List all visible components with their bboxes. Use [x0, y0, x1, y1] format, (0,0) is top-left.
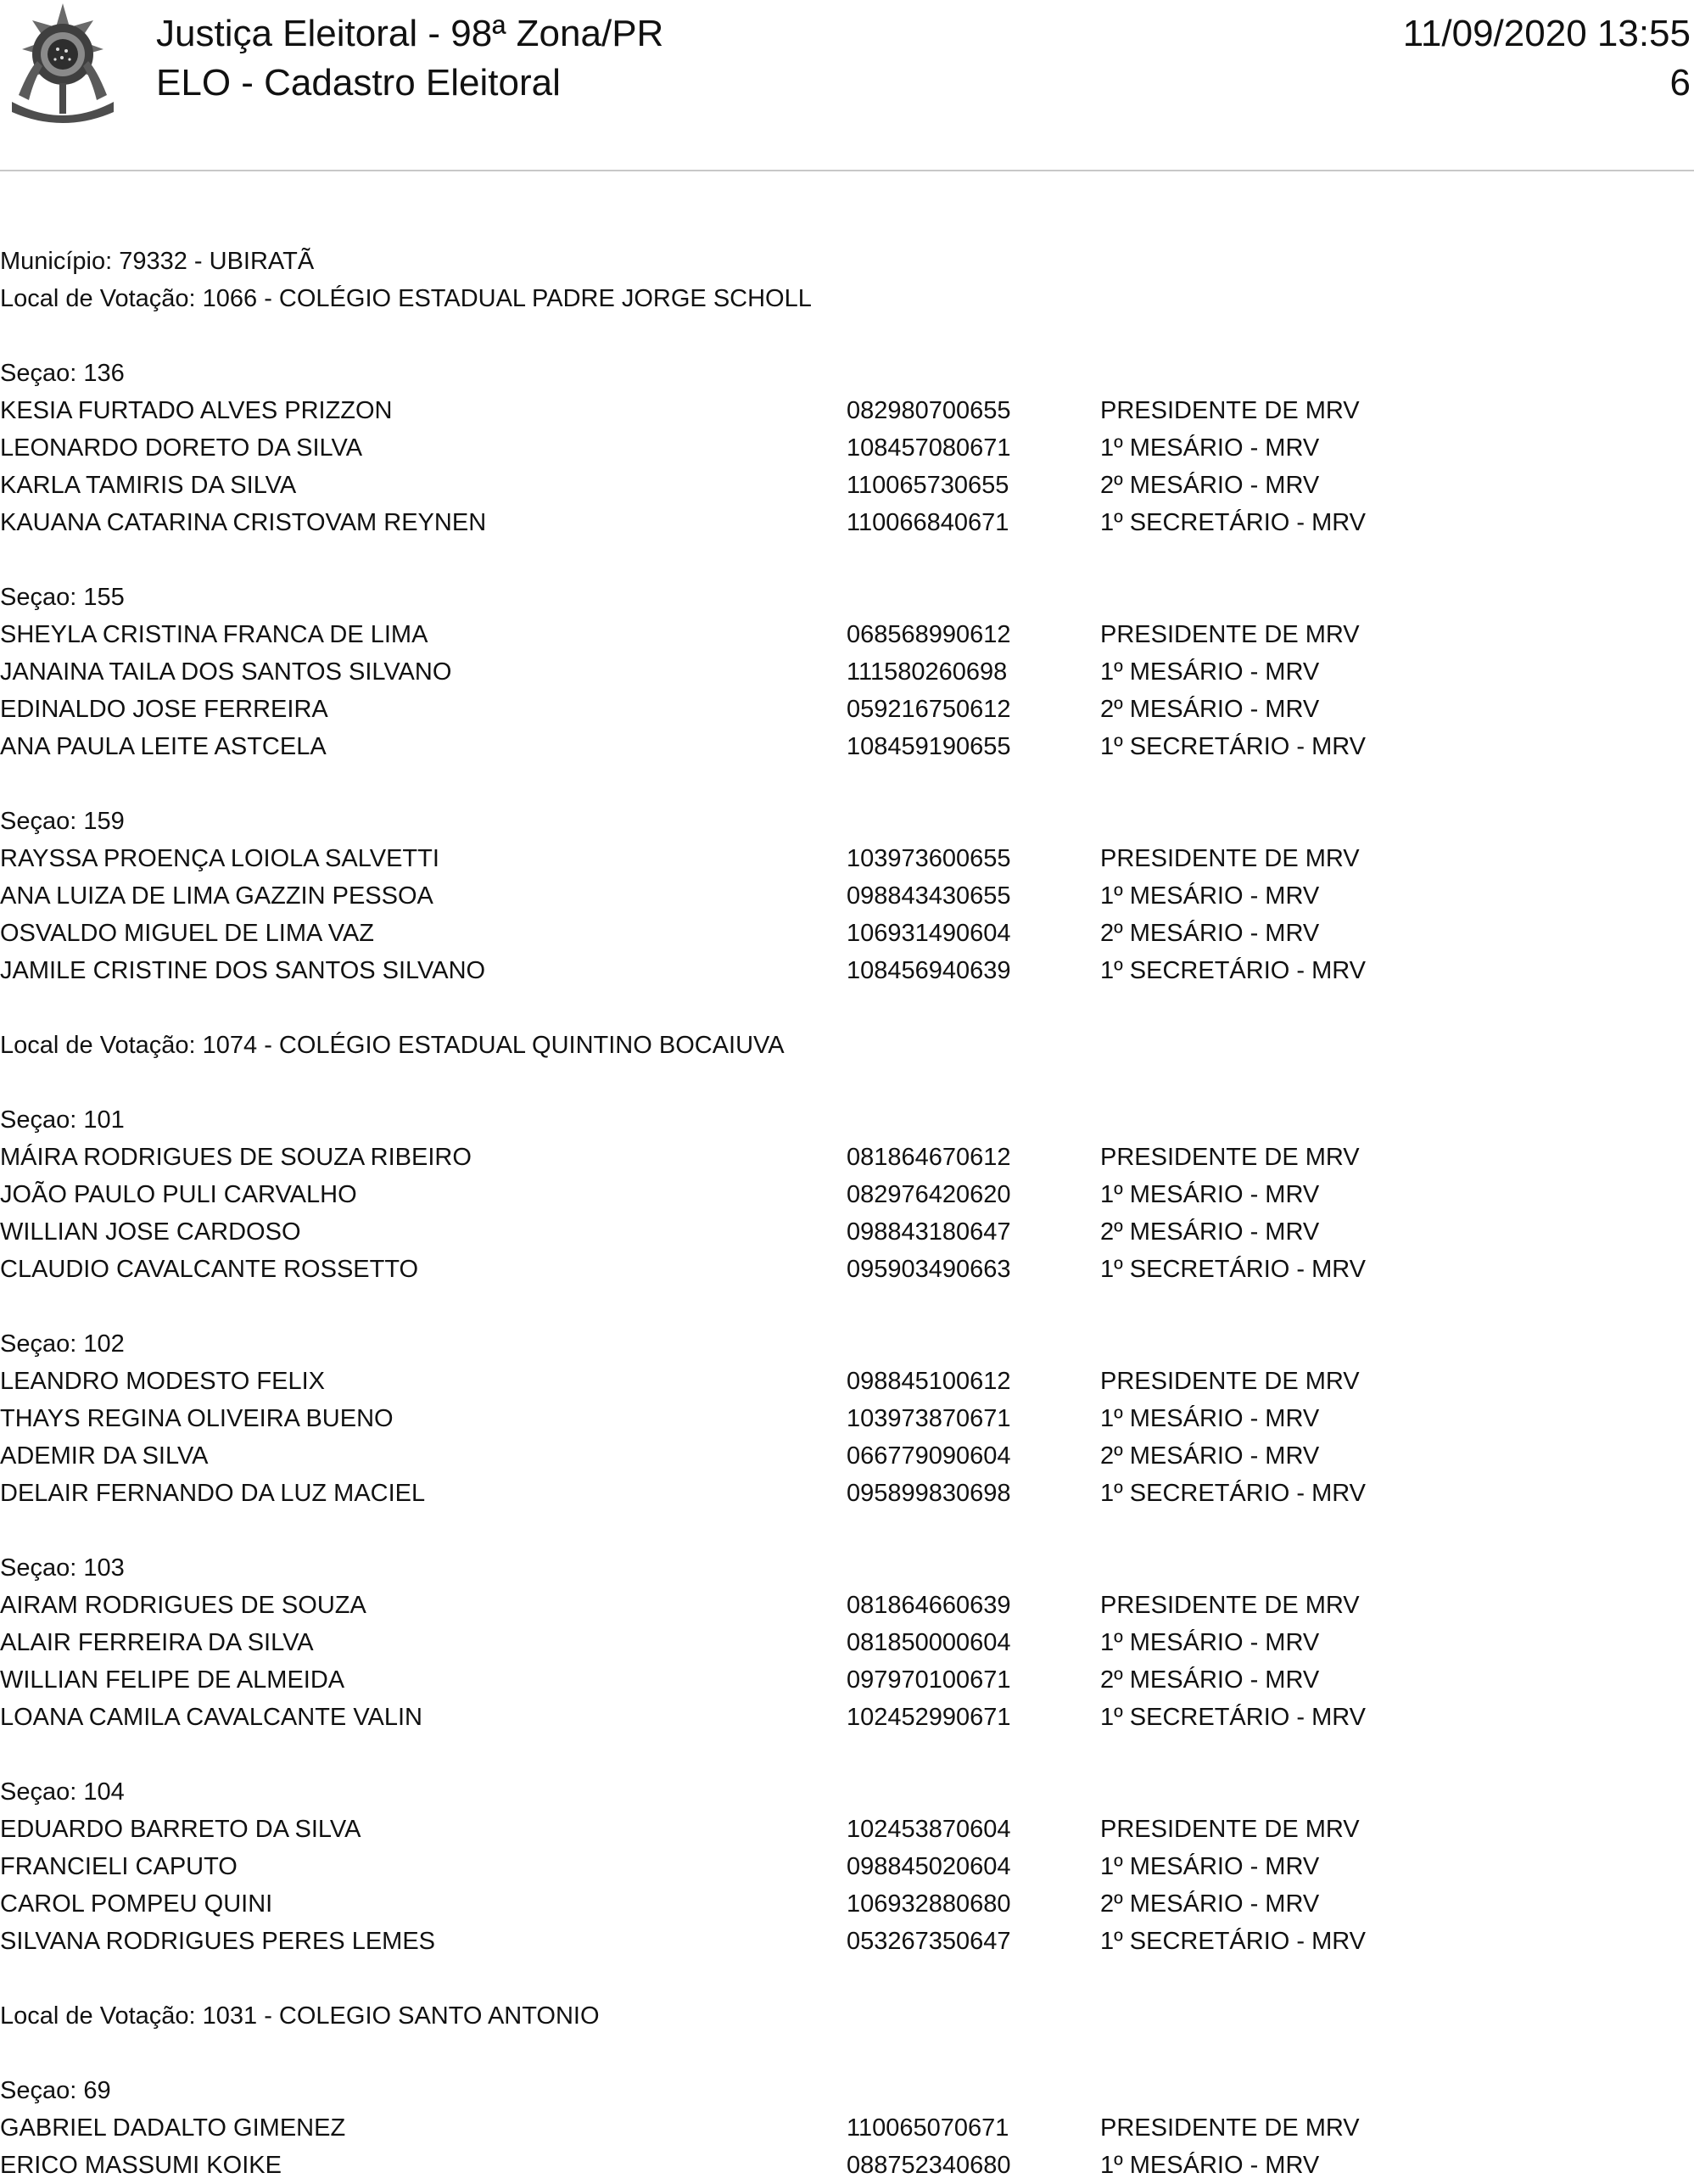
- role: PRESIDENTE DE MRV: [1100, 1144, 1360, 1171]
- voter-id: 081864660639: [847, 1592, 1011, 1619]
- voter-id: 110065730655: [847, 472, 1009, 499]
- voter-id: 095899830698: [847, 1480, 1011, 1507]
- header-datetime: 11/09/2020 13:55: [1402, 13, 1691, 54]
- role: 1º MESÁRIO - MRV: [1100, 2152, 1320, 2179]
- voter-id: 108456940639: [847, 957, 1011, 984]
- secao-label: Seçao: 104: [0, 1778, 125, 1806]
- role: 2º MESÁRIO - MRV: [1100, 472, 1320, 499]
- header-title-line2: ELO - Cadastro Eleitoral: [156, 62, 561, 104]
- table-row: [0, 1437, 1694, 1475]
- secao-label: Seçao: 102: [0, 1330, 125, 1358]
- table-row: [0, 653, 1694, 691]
- table-row: [0, 915, 1694, 952]
- person-name: ADEMIR DA SILVA: [0, 1442, 209, 1470]
- role: 1º MESÁRIO - MRV: [1100, 434, 1320, 462]
- local-votacao-label: Local de Votação: 1074 - COLÉGIO ESTADUAL QUINTINO BOCAIUVA: [0, 1032, 785, 1059]
- table-row: [0, 429, 1694, 467]
- person-name: JANAINA TAILA DOS SANTOS SILVANO: [0, 658, 452, 686]
- table-row: [0, 1624, 1694, 1661]
- voter-id: 111580260698: [847, 658, 1008, 686]
- page-header: [0, 0, 1694, 171]
- table-row: [0, 691, 1694, 728]
- voter-id: 098845100612: [847, 1368, 1011, 1395]
- role: 1º SECRETÁRIO - MRV: [1100, 1704, 1366, 1731]
- secao-label: Seçao: 69: [0, 2077, 111, 2104]
- voter-id: 110066840671: [847, 509, 1009, 536]
- role: 2º MESÁRIO - MRV: [1100, 920, 1320, 947]
- person-name: ERICO MASSUMI KOIKE: [0, 2152, 282, 2179]
- voter-id: 098843430655: [847, 882, 1011, 910]
- voter-id: 082980700655: [847, 397, 1011, 424]
- person-name: LOANA CAMILA CAVALCANTE VALIN: [0, 1704, 422, 1731]
- person-name: ALAIR FERREIRA DA SILVA: [0, 1629, 314, 1656]
- brazil-coat-of-arms-icon: [3, 2, 122, 126]
- local-votacao-label: Local de Votação: 1066 - COLÉGIO ESTADUAL PADRE JORGE SCHOLL: [0, 285, 812, 312]
- role: 1º MESÁRIO - MRV: [1100, 658, 1320, 686]
- municipio-label: Município: 79332 - UBIRATÃ: [0, 248, 315, 275]
- table-row: [0, 952, 1694, 989]
- table-row: [0, 392, 1694, 429]
- person-name: LEANDRO MODESTO FELIX: [0, 1368, 325, 1395]
- document-body: [0, 243, 1694, 2184]
- role: 1º SECRETÁRIO - MRV: [1100, 1480, 1366, 1507]
- role: 1º MESÁRIO - MRV: [1100, 1629, 1320, 1656]
- voter-id: 098843180647: [847, 1218, 1011, 1246]
- person-name: SHEYLA CRISTINA FRANCA DE LIMA: [0, 621, 428, 648]
- person-name: FRANCIELI CAPUTO: [0, 1853, 238, 1880]
- role: PRESIDENTE DE MRV: [1100, 1368, 1360, 1395]
- voter-id: 082976420620: [847, 1181, 1011, 1208]
- voter-id: 102452990671: [847, 1704, 1011, 1731]
- role: 1º MESÁRIO - MRV: [1100, 882, 1320, 910]
- voter-id: 103973600655: [847, 845, 1011, 872]
- person-name: CAROL POMPEU QUINI: [0, 1890, 273, 1918]
- person-name: SILVANA RODRIGUES PERES LEMES: [0, 1928, 436, 1955]
- voter-id: 106931490604: [847, 920, 1011, 947]
- role: PRESIDENTE DE MRV: [1100, 845, 1360, 872]
- person-name: KESIA FURTADO ALVES PRIZZON: [0, 397, 393, 424]
- person-name: LEONARDO DORETO DA SILVA: [0, 434, 363, 462]
- table-row: [0, 1848, 1694, 1885]
- person-name: KAUANA CATARINA CRISTOVAM REYNEN: [0, 509, 487, 536]
- header-page-number: 6: [1669, 62, 1691, 104]
- table-row: [0, 1699, 1694, 1736]
- person-name: JOÃO PAULO PULI CARVALHO: [0, 1181, 357, 1208]
- role: 2º MESÁRIO - MRV: [1100, 1890, 1320, 1918]
- table-row: [0, 1475, 1694, 1512]
- voter-id: 081850000604: [847, 1629, 1011, 1656]
- person-name: AIRAM RODRIGUES DE SOUZA: [0, 1592, 366, 1619]
- secao-label: Seçao: 155: [0, 584, 125, 611]
- person-name: DELAIR FERNANDO DA LUZ MACIEL: [0, 1480, 426, 1507]
- role: 1º SECRETÁRIO - MRV: [1100, 1928, 1366, 1955]
- person-name: EDUARDO BARRETO DA SILVA: [0, 1816, 361, 1843]
- table-row: [0, 467, 1694, 504]
- voter-id: 102453870604: [847, 1816, 1011, 1843]
- person-name: MÁIRA RODRIGUES DE SOUZA RIBEIRO: [0, 1144, 472, 1171]
- table-row: [0, 616, 1694, 653]
- role: PRESIDENTE DE MRV: [1100, 621, 1360, 648]
- secao-label: Seçao: 103: [0, 1554, 125, 1582]
- table-row: [0, 877, 1694, 915]
- role: 1º SECRETÁRIO - MRV: [1100, 957, 1366, 984]
- person-name: JAMILE CRISTINE DOS SANTOS SILVANO: [0, 957, 486, 984]
- secao-label: Seçao: 159: [0, 808, 125, 835]
- role: 2º MESÁRIO - MRV: [1100, 1218, 1320, 1246]
- voter-id: 088752340680: [847, 2152, 1011, 2179]
- voter-id: 068568990612: [847, 621, 1011, 648]
- person-name: OSVALDO MIGUEL DE LIMA VAZ: [0, 920, 375, 947]
- role: 2º MESÁRIO - MRV: [1100, 1666, 1320, 1694]
- table-row: [0, 728, 1694, 765]
- table-row: [0, 1213, 1694, 1251]
- person-name: KARLA TAMIRIS DA SILVA: [0, 472, 297, 499]
- role: 1º MESÁRIO - MRV: [1100, 1853, 1320, 1880]
- person-name: RAYSSA PROENÇA LOIOLA SALVETTI: [0, 845, 439, 872]
- role: 1º MESÁRIO - MRV: [1100, 1181, 1320, 1208]
- person-name: EDINALDO JOSE FERREIRA: [0, 696, 328, 723]
- role: 2º MESÁRIO - MRV: [1100, 1442, 1320, 1470]
- voter-id: 095903490663: [847, 1256, 1011, 1283]
- person-name: WILLIAN JOSE CARDOSO: [0, 1218, 301, 1246]
- voter-id: 106932880680: [847, 1890, 1011, 1918]
- role: 2º MESÁRIO - MRV: [1100, 696, 1320, 723]
- table-row: [0, 1885, 1694, 1923]
- role: PRESIDENTE DE MRV: [1100, 397, 1360, 424]
- table-row: [0, 1661, 1694, 1699]
- role: PRESIDENTE DE MRV: [1100, 1592, 1360, 1619]
- person-name: CLAUDIO CAVALCANTE ROSSETTO: [0, 1256, 419, 1283]
- table-row: [0, 1811, 1694, 1848]
- table-row: [0, 1400, 1694, 1437]
- role: PRESIDENTE DE MRV: [1100, 1816, 1360, 1843]
- table-row: [0, 1251, 1694, 1288]
- role: 1º SECRETÁRIO - MRV: [1100, 509, 1366, 536]
- table-row: [0, 2109, 1694, 2147]
- voter-id: 053267350647: [847, 1928, 1011, 1955]
- voter-id: 108457080671: [847, 434, 1011, 462]
- voter-id: 108459190655: [847, 733, 1011, 760]
- voter-id: 110065070671: [847, 2114, 1009, 2142]
- role: PRESIDENTE DE MRV: [1100, 2114, 1360, 2142]
- table-row: [0, 840, 1694, 877]
- table-row: [0, 1587, 1694, 1624]
- person-name: ANA PAULA LEITE ASTCELA: [0, 733, 327, 760]
- role: 1º SECRETÁRIO - MRV: [1100, 733, 1366, 760]
- local-votacao-label: Local de Votação: 1031 - COLEGIO SANTO ANTONIO: [0, 2002, 600, 2030]
- voter-id: 066779090604: [847, 1442, 1011, 1470]
- person-name: GABRIEL DADALTO GIMENEZ: [0, 2114, 346, 2142]
- secao-label: Seçao: 136: [0, 360, 125, 387]
- person-name: THAYS REGINA OLIVEIRA BUENO: [0, 1405, 394, 1432]
- table-row: [0, 504, 1694, 541]
- role: 1º SECRETÁRIO - MRV: [1100, 1256, 1366, 1283]
- person-name: WILLIAN FELIPE DE ALMEIDA: [0, 1666, 345, 1694]
- voter-id: 059216750612: [847, 696, 1011, 723]
- table-row: [0, 1139, 1694, 1176]
- person-name: ANA LUIZA DE LIMA GAZZIN PESSOA: [0, 882, 433, 910]
- voter-id: 103973870671: [847, 1405, 1011, 1432]
- table-row: [0, 1363, 1694, 1400]
- role: 1º MESÁRIO - MRV: [1100, 1405, 1320, 1432]
- voter-id: 081864670612: [847, 1144, 1011, 1171]
- table-row: [0, 2147, 1694, 2184]
- table-row: [0, 1923, 1694, 1960]
- table-row: [0, 1176, 1694, 1213]
- secao-label: Seçao: 101: [0, 1106, 125, 1134]
- voter-id: 097970100671: [847, 1666, 1011, 1694]
- voter-id: 098845020604: [847, 1853, 1011, 1880]
- header-title-line1: Justiça Eleitoral - 98ª Zona/PR: [156, 13, 664, 54]
